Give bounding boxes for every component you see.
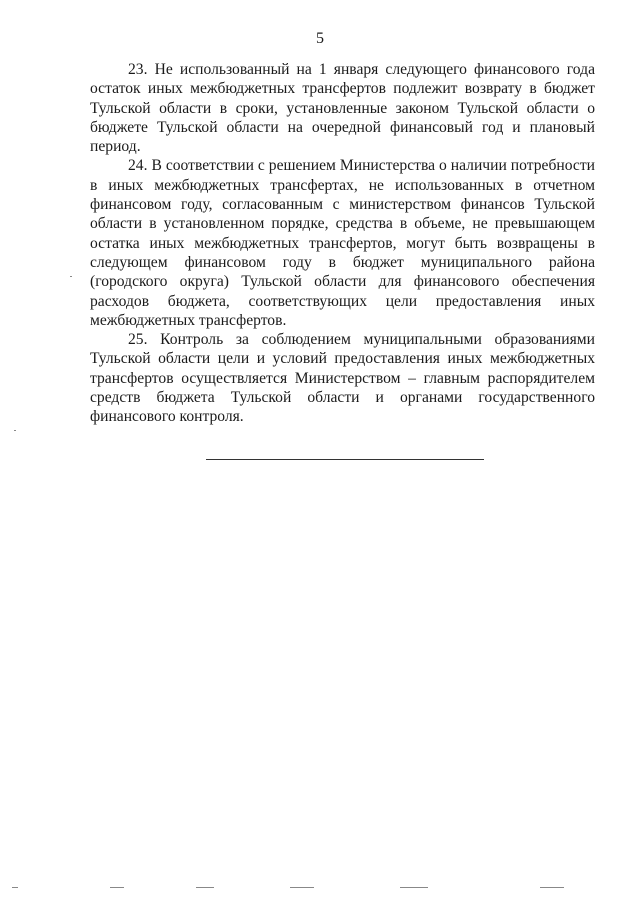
scan-speck: [400, 887, 428, 888]
scan-speck: [290, 887, 314, 888]
document-body: [90, 60, 595, 427]
scan-speck: [110, 887, 124, 888]
scan-speck: [12, 887, 18, 888]
scan-speck: [14, 430, 16, 431]
paragraph-23: 23. Не использованный на 1 января следующего финансового года остаток иных межбюджетных трансфертов подлежит возврату в бюджет Тульской области в сроки, установленные законом Тульской области о бюджете Тульской области на очередной финансовый год и плановый период.: [90, 61, 595, 156]
scan-speck: [70, 276, 72, 277]
paragraph-25: 25. Контроль за соблюдением муниципальными образованиями Тульской области цели и условий предоставления иных межбюджетных трансфертов осуществляется Министерством – главным распорядителем средств бюджета Тульской области и органами государственного финансового контроля.: [90, 331, 595, 426]
scan-speck: [196, 887, 214, 888]
paragraph-24: 24. В соответствии с решением Министерства о наличии потребности в иных межбюджетных трансфертах, не использованных в отчетном финансовом году, согласованным с министерством финансов Тульской области в установленном порядке, средства в объеме, не превышающем остатка иных межбюджетных трансфертов, могут быть возвращены в следующем финансовом году в бюджет муниципального района (городского округа) Тульской области для финансового обеспечения расходов бюджета, соответствующих цели предоставления иных межбюджетных трансфертов.: [90, 157, 595, 329]
page-number: 5: [316, 30, 324, 47]
scan-speck: [540, 887, 564, 888]
end-separator-line: [206, 459, 484, 460]
